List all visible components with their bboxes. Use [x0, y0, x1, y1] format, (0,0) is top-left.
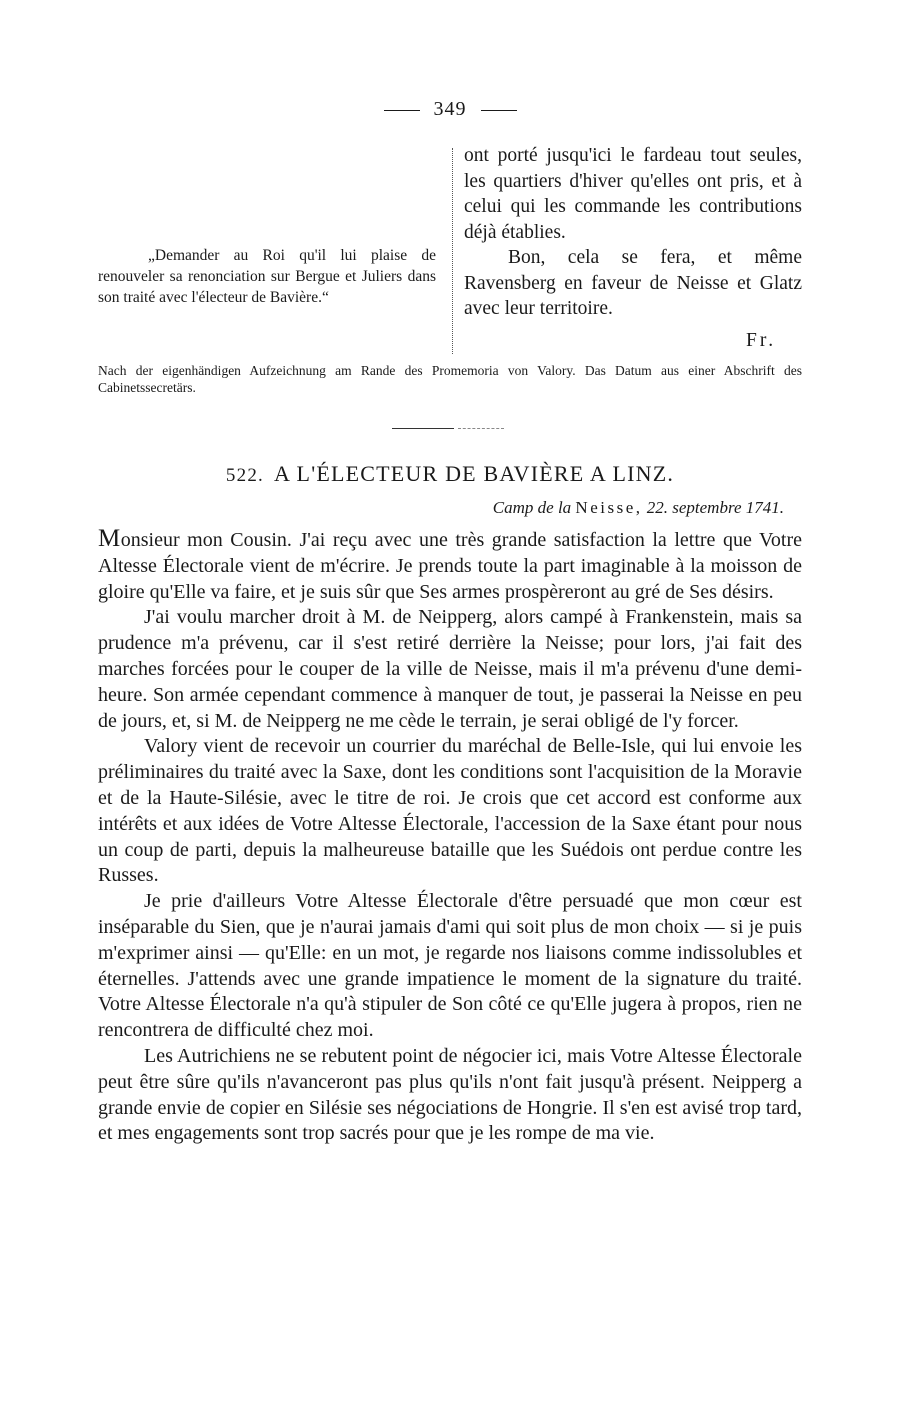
dateline-place: Neisse,: [575, 498, 643, 517]
letter-heading: [0, 461, 900, 487]
right-column: [464, 143, 802, 322]
separator-rule: [392, 428, 454, 429]
marginal-note-text: „Demander au Roi qu'il lui plaise de renouveler sa renonciation sur Bergue et Juliers dans son traité avec l'électeur de Bavière.“: [98, 247, 436, 306]
page-header: [0, 98, 900, 121]
separator-dashes: [458, 428, 504, 429]
column-divider: [452, 148, 453, 354]
letter-title: A L'ÉLECTEUR DE BAVIÈRE A LINZ.: [273, 461, 675, 486]
dateline-date: 22. septembre 1741.: [646, 498, 784, 517]
page-number: 349: [433, 98, 467, 120]
letter-paragraph: Je prie d'ailleurs Votre Altesse Électorale d'être persuadé que mon cœur est inséparable du Sien, que je n'aurai jamais d'ami qui soit plus de mon choix — si je puis m'exprimer ainsi — qu'Elle: en un mot, je regarde nos liaisons comme indissolubles et éternelles. J'attends avec une grande impatience le moment de la signature du traité. Votre Altesse Électorale n'a qu'à stipuler de Son côté ce qu'Elle jugera à propos, rien ne rencontrera de difficulté chez moi.: [98, 890, 802, 1042]
letter-body: [98, 526, 802, 1147]
dateline-prefix: Camp de la: [492, 498, 572, 517]
right-column-paragraph-2: Bon, cela se fera, et même Ravensberg en faveur de Neisse et Glatz avec leur territoire.: [464, 247, 802, 319]
initial-letter: M: [98, 525, 121, 552]
letter-paragraph-1: [98, 526, 802, 605]
signature: Fr.: [746, 330, 777, 351]
letter-paragraph-1-text: onsieur mon Cousin. J'ai reçu avec une très grande satisfaction la lettre que Votre Altesse Électorale vient de m'écrire. Je prends toute la part imaginable à la moisson de gloire qu'Elle va faire, et je suis sûr que Ses armes prospèreront au gré de Ses désirs.: [98, 529, 802, 603]
header-dash-right: [481, 110, 517, 111]
header-dash-left: [384, 110, 420, 111]
source-note: Nach der eigenhändigen Aufzeichnung am Rande des Promemoria von Valory. Das Datum aus einer Abschrift des Cabinetssecretärs.: [98, 363, 802, 395]
letter-number: 522.: [225, 465, 264, 486]
letter-paragraph: Valory vient de recevoir un courrier du maréchal de Belle-Isle, qui lui envoie les préliminaires du traité avec la Saxe, dont les conditions sont l'acquisition de la Moravie et de la Haute-Silésie, avec le titre de roi. Je crois que cet accord est conforme aux intérêts et aux idées de Votre Altesse Électorale, l'accession de la Saxe étant pour nous un coup de parti, depuis la malheureuse bataille que les Suédois ont perdue contre les Russes.: [98, 735, 802, 887]
section-separator: [392, 428, 504, 432]
letter-paragraph: Les Autrichiens ne se rebutent point de négocier ici, mais Votre Altesse Électorale peut être sûre qu'ils n'avanceront pas plus qu'ils n'ont fait jusqu'à présent. Neipperg a grande envie de copier en Silésie ses négociations de Hongrie. Il s'en est avisé trop tard, et mes engagements sont trop sacrés pour que je les rompe de ma vie.: [98, 1044, 802, 1145]
letter-dateline: [428, 498, 784, 518]
letter-paragraph: J'ai voulu marcher droit à M. de Neipperg, alors campé à Frankenstein, mais sa prudence m'a prévenu, car il s'est retiré derrière la Neisse; pour lors, j'ai fait des marches forcées pour le couper de la ville de Neisse, mais il m'a prévenu d'une demi-heure. Son armée cependant commence à manquer de tout, je passerai la Neisse en peu de jours, et, si M. de Neipperg ne me cède le terrain, je serai obligé de l'y forcer.: [98, 606, 802, 732]
marginal-note: [98, 245, 436, 308]
right-column-paragraph-1: ont porté jusqu'ici le fardeau tout seules, les quartiers d'hiver qu'elles ont pris, et à celui qui les commande les contributions déjà établies.: [464, 145, 802, 243]
